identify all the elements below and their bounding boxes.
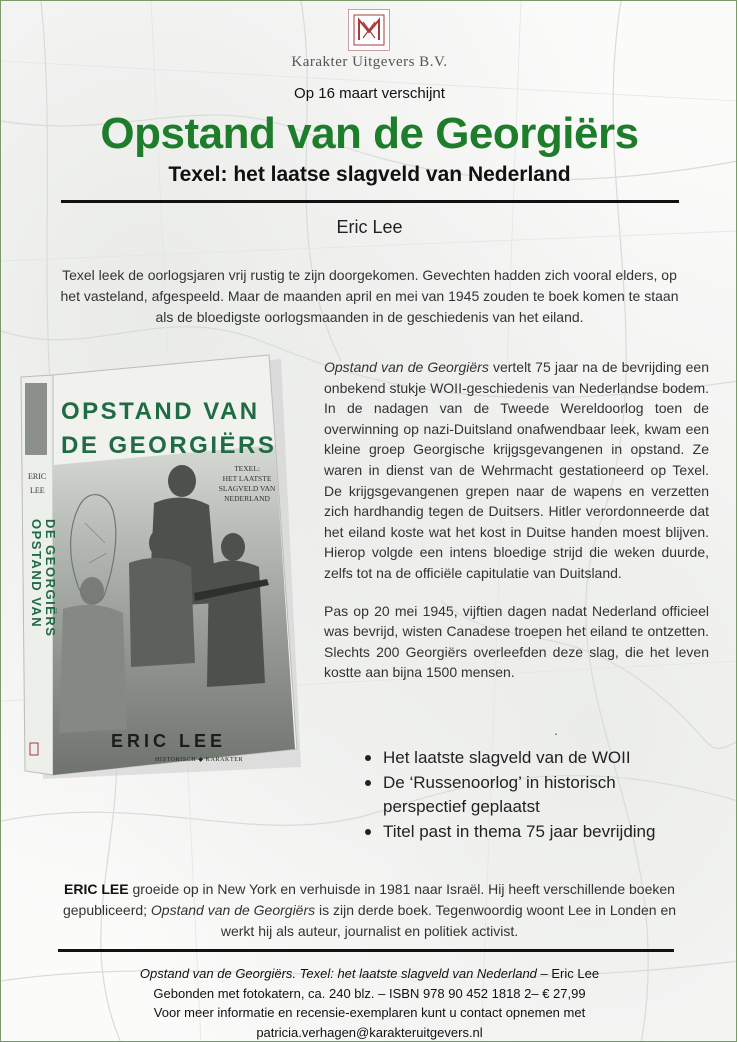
cover-title-line1: OPSTAND VAN [61, 398, 260, 425]
footer-author: – Eric Lee [536, 966, 600, 981]
release-line: Op 16 maart verschijnt [294, 85, 445, 102]
footer-book-title: Opstand van de Georgiërs. Texel: het laatste slagveld van Nederland [139, 966, 537, 981]
divider-top [61, 200, 679, 203]
publisher-name: Karakter Uitgevers B.V. [291, 54, 448, 70]
cover-imprint: HISTORISCH ◆ KARAKTER [155, 757, 244, 763]
divider-bottom [58, 949, 674, 952]
intro-paragraph: Texel leek de oorlogsjaren vrij rustig te zijn doorgekomen. Gevechten hadden zich vooral elders, op het vasteland, afgespeeld. Maar de maanden april en mei van 1945 zouden te boek komen te staan als de bloedigste oorlogsmaanden in de geschiedenis van het eiland. [60, 267, 679, 325]
list-item: Het laatste slagveld van de WOII [363, 746, 693, 770]
bio-text-1: groeide op in New York en verhuisde in 1981 naar Israël. Hij heeft verschillende boeken gepubliceerd; [62, 881, 675, 918]
spine-title-2: DE GEORGIËRS [43, 519, 58, 638]
logo-monogram-icon [349, 10, 389, 50]
description-paragraph-2: Pas op 20 mei 1945, vijftien dagen nadat Nederland officieel was bevrijd, wisten Canadese troepen het eiland te ontzetten. Slechts 200 Georgiërs overleefden deze slag, die het leven kostte aan bijna 1500 mensen. [324, 602, 709, 681]
description [324, 357, 709, 700]
book-subtitle: Texel: het laatse slagveld van Nederland [168, 163, 571, 186]
bio-text-2: is zijn derde boek. Tegenwoordig woont Lee in Londen en werkt hij als auteur, journalist en politiek activist. [220, 902, 677, 939]
spine-title-1: OPSTAND VAN [29, 519, 44, 629]
cover-subtitle-3: SLAGVELD VAN [218, 484, 276, 493]
footer-title-line [1, 964, 737, 984]
spine-photo [25, 383, 47, 455]
description-book-title: Opstand van de Georgiërs [324, 359, 489, 375]
bio-book-title: Opstand van de Georgiërs [150, 902, 316, 918]
separator-dot: . [554, 722, 558, 738]
description-paragraph-1 [324, 357, 709, 584]
spine-author-1: ERIC [28, 472, 47, 481]
footer-details: Gebonden met fotokatern, ca. 240 blz. – ISBN 978 90 452 1818 2– € 27,99 [153, 985, 586, 1001]
cover-subtitle-4: NEDERLAND [224, 494, 270, 503]
cover-title-line2: DE GEORGIËRS [61, 432, 277, 459]
author-bio [61, 879, 678, 942]
book-cover [19, 353, 302, 781]
cover-subtitle-2: HET LAATSTE [222, 474, 272, 483]
list-item: De ‘Russenoorlog’ in historisch perspectief geplaatst [363, 771, 693, 819]
author-name: Eric Lee [336, 217, 403, 237]
cover-subtitle-1: TEXEL: [234, 464, 260, 473]
spine-author-2: LEE [30, 486, 45, 495]
highlights-list [363, 746, 693, 845]
book-title: Opstand van de Georgiërs [100, 109, 639, 158]
footer [1, 964, 737, 1042]
cover-author: ERIC LEE [111, 731, 227, 751]
list-item: Titel past in thema 75 jaar bevrijding [363, 820, 693, 844]
bio-name: ERIC LEE [64, 881, 129, 897]
footer-email[interactable]: patricia.verhagen@karakteruitgevers.nl [256, 1024, 483, 1040]
publisher-logo [348, 9, 390, 51]
description-p1-text: vertelt 75 jaar na de bevrijding een onbekend stukje WOII-geschiedenis van Nederlandse bodem. In de nadagen van de Tweede Wereldoorlog toen de overwinning op nazi-Duitsland onafwendbaar leek, kwam een kleine groep Georgische krijgsgevangenen in opstand. Ze waren in dienst van de Wehrmacht gestationeerd op Texel. De krijgsgevangenen grepen naar de wapens en verzetten zich hardhandig tegen de Duitsers. Hitler verordonneerde dat het eiland koste wat het kost in Duitse handen moest blijven. Hierop volgde een intens bloedige strijd die weken duurde, zelfs tot na de officiële capitulatie van Duitsland. [324, 359, 709, 581]
footer-contact: Voor meer informatie en recensie-exemplaren kunt u contact opnemen met [153, 1005, 586, 1020]
